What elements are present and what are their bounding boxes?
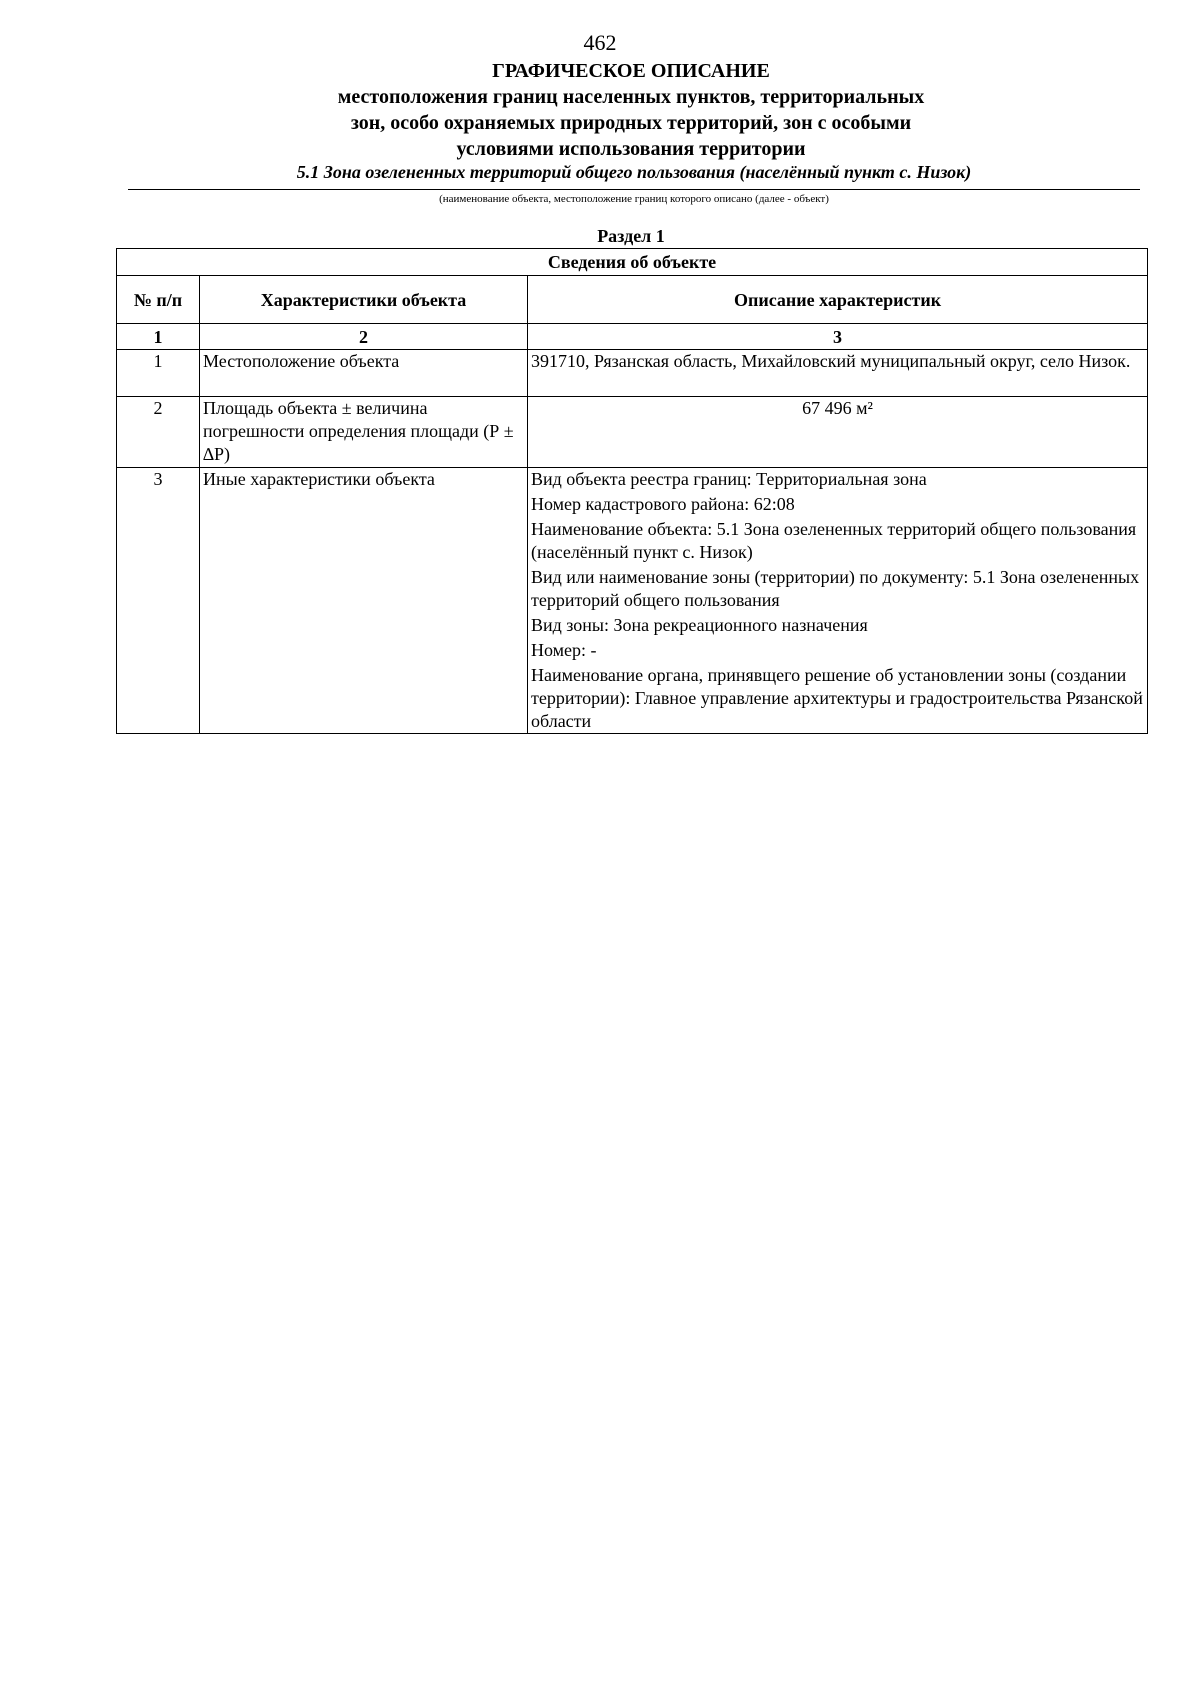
- column-index-1: 1: [117, 324, 200, 350]
- header-description: Описание характеристик: [528, 276, 1148, 324]
- title-heading: ГРАФИЧЕСКОЕ ОПИСАНИЕ: [492, 60, 770, 82]
- object-name-caption: (наименование объекта, местоположение границ которого описано (далее - объект): [439, 193, 829, 205]
- title-line-3: условиями использования территории: [456, 138, 806, 160]
- table-row: [117, 468, 1148, 734]
- description-line: Наименование объекта: 5.1 Зона озелененных территорий общего пользования (населённый пункт с. Низок): [531, 519, 1137, 562]
- row-description: 67 496 м²: [528, 397, 1148, 468]
- page-number: 462: [583, 30, 617, 55]
- row-num: 2: [117, 397, 200, 468]
- document-title: [0, 58, 1200, 162]
- row-description: [528, 468, 1148, 734]
- column-index-row: [117, 324, 1148, 350]
- description-line: Вид зоны: Зона рекреационного назначения: [531, 615, 868, 635]
- table-caption: Сведения об объекте: [117, 249, 1148, 276]
- column-index-2: 2: [200, 324, 528, 350]
- header-characteristics: Характеристики объекта: [200, 276, 528, 324]
- row-characteristic: Иные характеристики объекта: [200, 468, 528, 734]
- row-num: 3: [117, 468, 200, 734]
- title-line-1: местоположения границ населенных пунктов, территориальных: [337, 86, 925, 108]
- title-line-2: зон, особо охраняемых природных территорий, зон с особыми: [350, 112, 912, 134]
- object-name-underline: [128, 189, 1140, 190]
- table-header-row: [117, 276, 1148, 324]
- description-line: Номер кадастрового района: 62:08: [531, 494, 795, 514]
- row-num: 1: [117, 350, 200, 397]
- row-characteristic: Местоположение объекта: [200, 350, 528, 397]
- row-characteristic: Площадь объекта ± величина погрешности определения площади (Р ± ∆Р): [200, 397, 528, 468]
- object-info-table: [116, 248, 1148, 734]
- header-num: № п/п: [117, 276, 200, 324]
- description-line: Наименование органа, принявщего решение об установлении зоны (создании территории): Главное управление архитектуры и градостроительства Рязанской области: [531, 665, 1143, 731]
- description-line: Вид или наименование зоны (территории) по документу: 5.1 Зона озелененных территорий общего пользования: [531, 567, 1140, 610]
- row-description: 391710, Рязанская область, Михайловский муниципальный округ, село Низок.: [528, 350, 1148, 397]
- object-name: 5.1 Зона озелененных территорий общего пользования (населённый пункт с. Низок): [296, 162, 972, 182]
- section-title: Раздел 1: [597, 226, 665, 246]
- description-line: Номер: -: [531, 640, 597, 660]
- table-caption-row: [117, 249, 1148, 276]
- description-line: Вид объекта реестра границ: Территориальная зона: [531, 469, 927, 489]
- table-row: [117, 350, 1148, 397]
- table-row: [117, 397, 1148, 468]
- column-index-3: 3: [528, 324, 1148, 350]
